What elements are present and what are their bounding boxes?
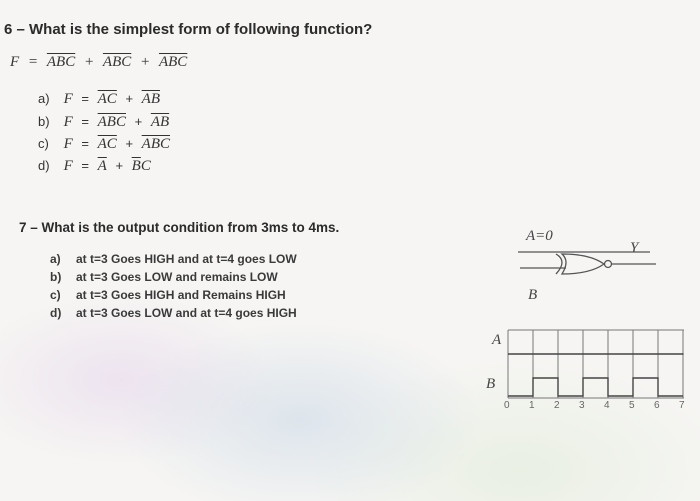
question-6-title: 6 – What is the simplest form of following function? xyxy=(4,21,373,38)
option-eq: = xyxy=(81,114,90,129)
option-label: d) xyxy=(38,158,50,173)
function-term-1: $\overline{ABC}$ xyxy=(46,54,76,70)
gate-input-a-label: A=0 xyxy=(526,228,553,244)
option-label: b) xyxy=(50,270,62,284)
option-term-2: $\overline{AB}$ xyxy=(141,91,160,107)
option-term-2a: $\overline{B}$ xyxy=(131,158,141,174)
gate-body xyxy=(562,254,604,274)
question-7-option-b xyxy=(50,270,278,284)
tick-5: 5 xyxy=(629,400,635,411)
option-label: d) xyxy=(50,306,62,320)
option-term-2b: C xyxy=(140,158,151,174)
option-eq: = xyxy=(81,136,90,151)
option-term-1: $\overline{A}$ xyxy=(97,158,107,174)
option-lhs: F xyxy=(63,136,73,152)
option-term-2: $\overline{AB}$ xyxy=(150,114,170,130)
function-term-2: $\overline{ABC}$ xyxy=(102,54,132,70)
function-plus-1: + xyxy=(84,54,94,70)
tick-7: 7 xyxy=(679,400,685,411)
option-term-1: $\overline{ABC}$ xyxy=(97,114,126,130)
tick-1: 1 xyxy=(529,400,535,411)
function-term-3a: $\overline{AB}$ xyxy=(158,54,178,70)
gate-bubble xyxy=(605,261,612,268)
question-6-option-a xyxy=(38,91,160,108)
option-label: c) xyxy=(38,136,49,151)
option-lhs: F xyxy=(63,158,73,174)
question-6-option-b xyxy=(38,114,169,131)
question-6-function xyxy=(10,54,187,71)
option-text: at t=3 Goes LOW and at t=4 goes HIGH xyxy=(76,306,297,320)
gate-input-b-label: B xyxy=(528,287,538,303)
gate-output-label: Y xyxy=(630,240,639,256)
option-eq: = xyxy=(81,91,90,106)
option-lhs: F xyxy=(63,114,73,130)
option-label: a) xyxy=(38,91,50,106)
xnor-gate-symbol xyxy=(510,240,670,290)
option-plus: + xyxy=(115,158,124,173)
option-lhs: F xyxy=(63,91,73,107)
tick-3: 3 xyxy=(579,400,585,411)
timing-signal-b-label: B xyxy=(486,376,496,392)
option-plus: + xyxy=(125,91,134,106)
timing-wave-b xyxy=(508,378,683,396)
option-text: at t=3 Goes LOW and remains LOW xyxy=(76,270,278,284)
gate-xor-curve xyxy=(556,254,562,274)
function-eq: = xyxy=(28,54,38,70)
tick-0: 0 xyxy=(504,400,510,411)
option-label: a) xyxy=(50,252,61,266)
option-label: c) xyxy=(50,288,61,302)
option-text: at t=3 Goes HIGH and at t=4 goes LOW xyxy=(76,252,297,266)
option-plus: + xyxy=(134,114,143,129)
option-text: at t=3 Goes HIGH and Remains HIGH xyxy=(76,288,286,302)
question-7-option-d xyxy=(50,306,297,320)
timing-signal-a-label: A xyxy=(492,332,502,348)
option-plus: + xyxy=(125,136,134,151)
question-6-option-d xyxy=(38,158,151,175)
option-label: b) xyxy=(38,114,50,129)
option-eq: = xyxy=(81,158,90,173)
question-7-title: 7 – What is the output condition from 3ms to 4ms. xyxy=(19,220,340,235)
function-term-3b: $\overline{C}$ xyxy=(177,54,188,70)
function-plus-2: + xyxy=(141,54,150,70)
option-term-2: $\overline{ABC}$ xyxy=(141,136,170,152)
question-7-option-a xyxy=(50,252,297,266)
option-term-1: $\overline{AC}$ xyxy=(97,136,117,152)
question-6-option-c xyxy=(38,136,170,153)
option-term-1: $\overline{AC}$ xyxy=(97,91,117,107)
timing-diagram xyxy=(500,326,690,406)
function-lhs: F xyxy=(10,54,20,70)
tick-2: 2 xyxy=(554,400,560,411)
question-7-option-c xyxy=(50,288,286,302)
tick-6: 6 xyxy=(654,400,660,411)
tick-4: 4 xyxy=(604,400,610,411)
